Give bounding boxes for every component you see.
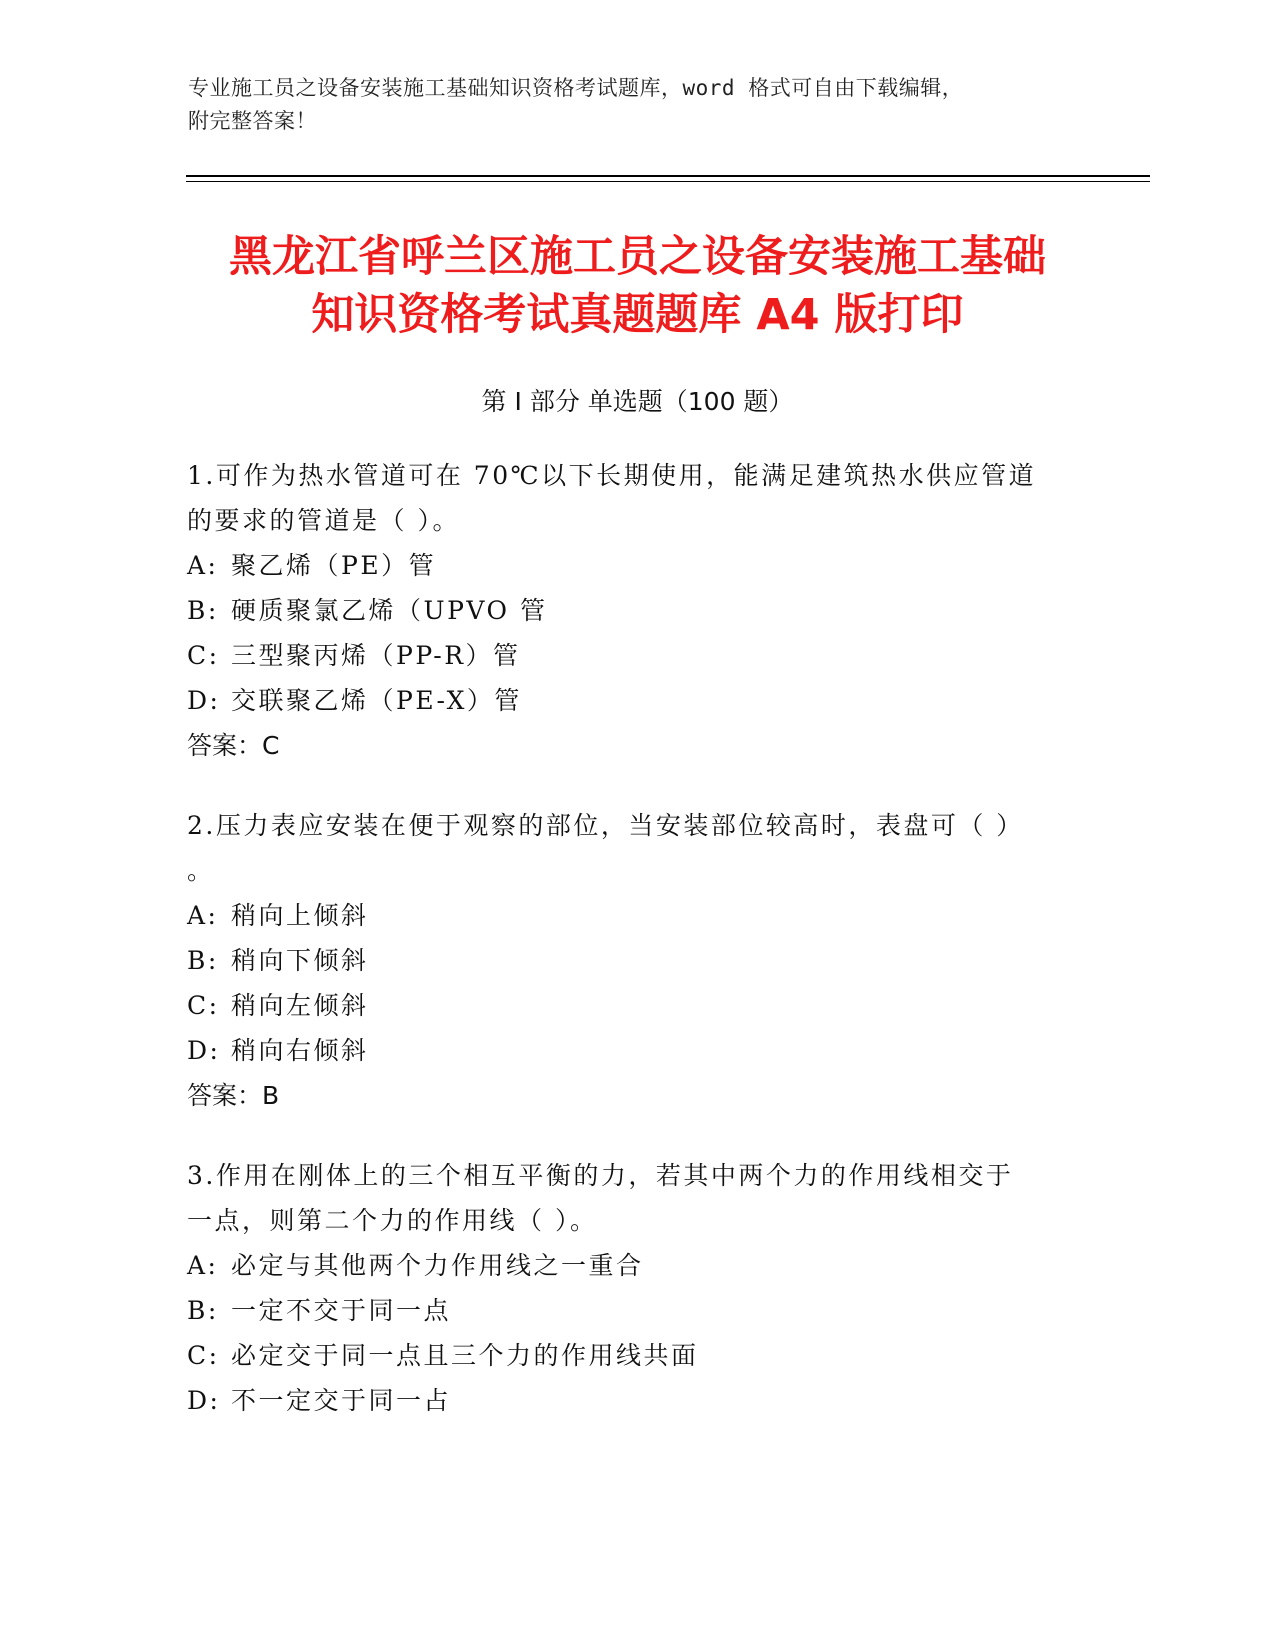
option-text: 稍向下倾斜	[231, 946, 369, 975]
section-title: 第 I 部分 单选题（100 题）	[481, 387, 794, 416]
option-text: 稍向左倾斜	[231, 991, 369, 1020]
question-1-option-a	[187, 543, 1067, 588]
option-text: 硬质聚氯乙烯（UPVO 管	[231, 596, 548, 625]
option-letter: B:	[187, 596, 219, 625]
question-2-option-a	[187, 893, 1067, 938]
question-2-option-c	[187, 983, 1067, 1028]
question-2	[187, 803, 1067, 1118]
option-letter: D:	[187, 1036, 221, 1065]
option-letter: C:	[187, 1341, 220, 1370]
question-1-text-line-2: 的要求的管道是（ ）。	[187, 506, 460, 535]
option-text: 必定与其他两个力作用线之一重合	[231, 1251, 644, 1280]
document-title	[160, 228, 1115, 344]
document-title-line-1: 黑龙江省呼兰区施工员之设备安装施工基础	[229, 232, 1046, 282]
option-text: 聚乙烯（PE）管	[231, 551, 437, 580]
option-letter: A:	[187, 551, 219, 580]
option-text: 必定交于同一点且三个力的作用线共面	[231, 1341, 699, 1370]
question-1-text-line-1: 1.可作为热水管道可在 70℃以下长期使用，能满足建筑热水供应管道	[187, 461, 1037, 490]
question-2-answer: 答案：B	[187, 1081, 280, 1110]
option-text: 不一定交于同一占	[231, 1386, 452, 1415]
document-title-line-2: 知识资格考试真题题库 A4 版打印	[311, 290, 964, 340]
option-letter: B:	[187, 1296, 219, 1325]
header-divider-thick	[186, 175, 1150, 177]
option-letter: C:	[187, 641, 220, 670]
header-note-line-1: 专业施工员之设备安装施工基础知识资格考试题库，word 格式可自由下载编辑，	[188, 76, 964, 100]
question-1-option-d	[187, 678, 1067, 723]
question-3-option-d	[187, 1378, 1067, 1423]
option-text: 一定不交于同一点	[231, 1296, 452, 1325]
question-3-option-c	[187, 1333, 1067, 1378]
option-text: 稍向右倾斜	[231, 1036, 369, 1065]
option-letter: B:	[187, 946, 219, 975]
header-divider-thin	[186, 181, 1150, 182]
question-1	[187, 453, 1067, 768]
option-letter: D:	[187, 1386, 221, 1415]
header-note	[188, 72, 1068, 138]
question-2-text-line-2: 。	[187, 856, 215, 885]
option-letter: A:	[187, 1251, 219, 1280]
question-3	[187, 1153, 1067, 1423]
question-2-option-b	[187, 938, 1067, 983]
option-text: 稍向上倾斜	[231, 901, 369, 930]
header-note-line-2: 附完整答案！	[188, 109, 317, 133]
option-letter: C:	[187, 991, 220, 1020]
question-3-text-line-2: 一点，则第二个力的作用线（ ）。	[187, 1206, 598, 1235]
question-1-option-c	[187, 633, 1067, 678]
option-text: 三型聚丙烯（PP-R）管	[231, 641, 521, 670]
question-3-option-a	[187, 1243, 1067, 1288]
question-3-option-b	[187, 1288, 1067, 1333]
question-1-answer: 答案：C	[187, 731, 280, 760]
question-2-option-d	[187, 1028, 1067, 1073]
option-letter: A:	[187, 901, 219, 930]
option-letter: D:	[187, 686, 221, 715]
question-2-text-line-1: 2.压力表应安装在便于观察的部位，当安装部位较高时，表盘可（ ）	[187, 811, 1024, 840]
question-3-text-line-1: 3.作用在刚体上的三个相互平衡的力，若其中两个力的作用线相交于	[187, 1161, 1014, 1190]
option-text: 交联聚乙烯（PE-X）管	[231, 686, 522, 715]
question-1-option-b	[187, 588, 1067, 633]
